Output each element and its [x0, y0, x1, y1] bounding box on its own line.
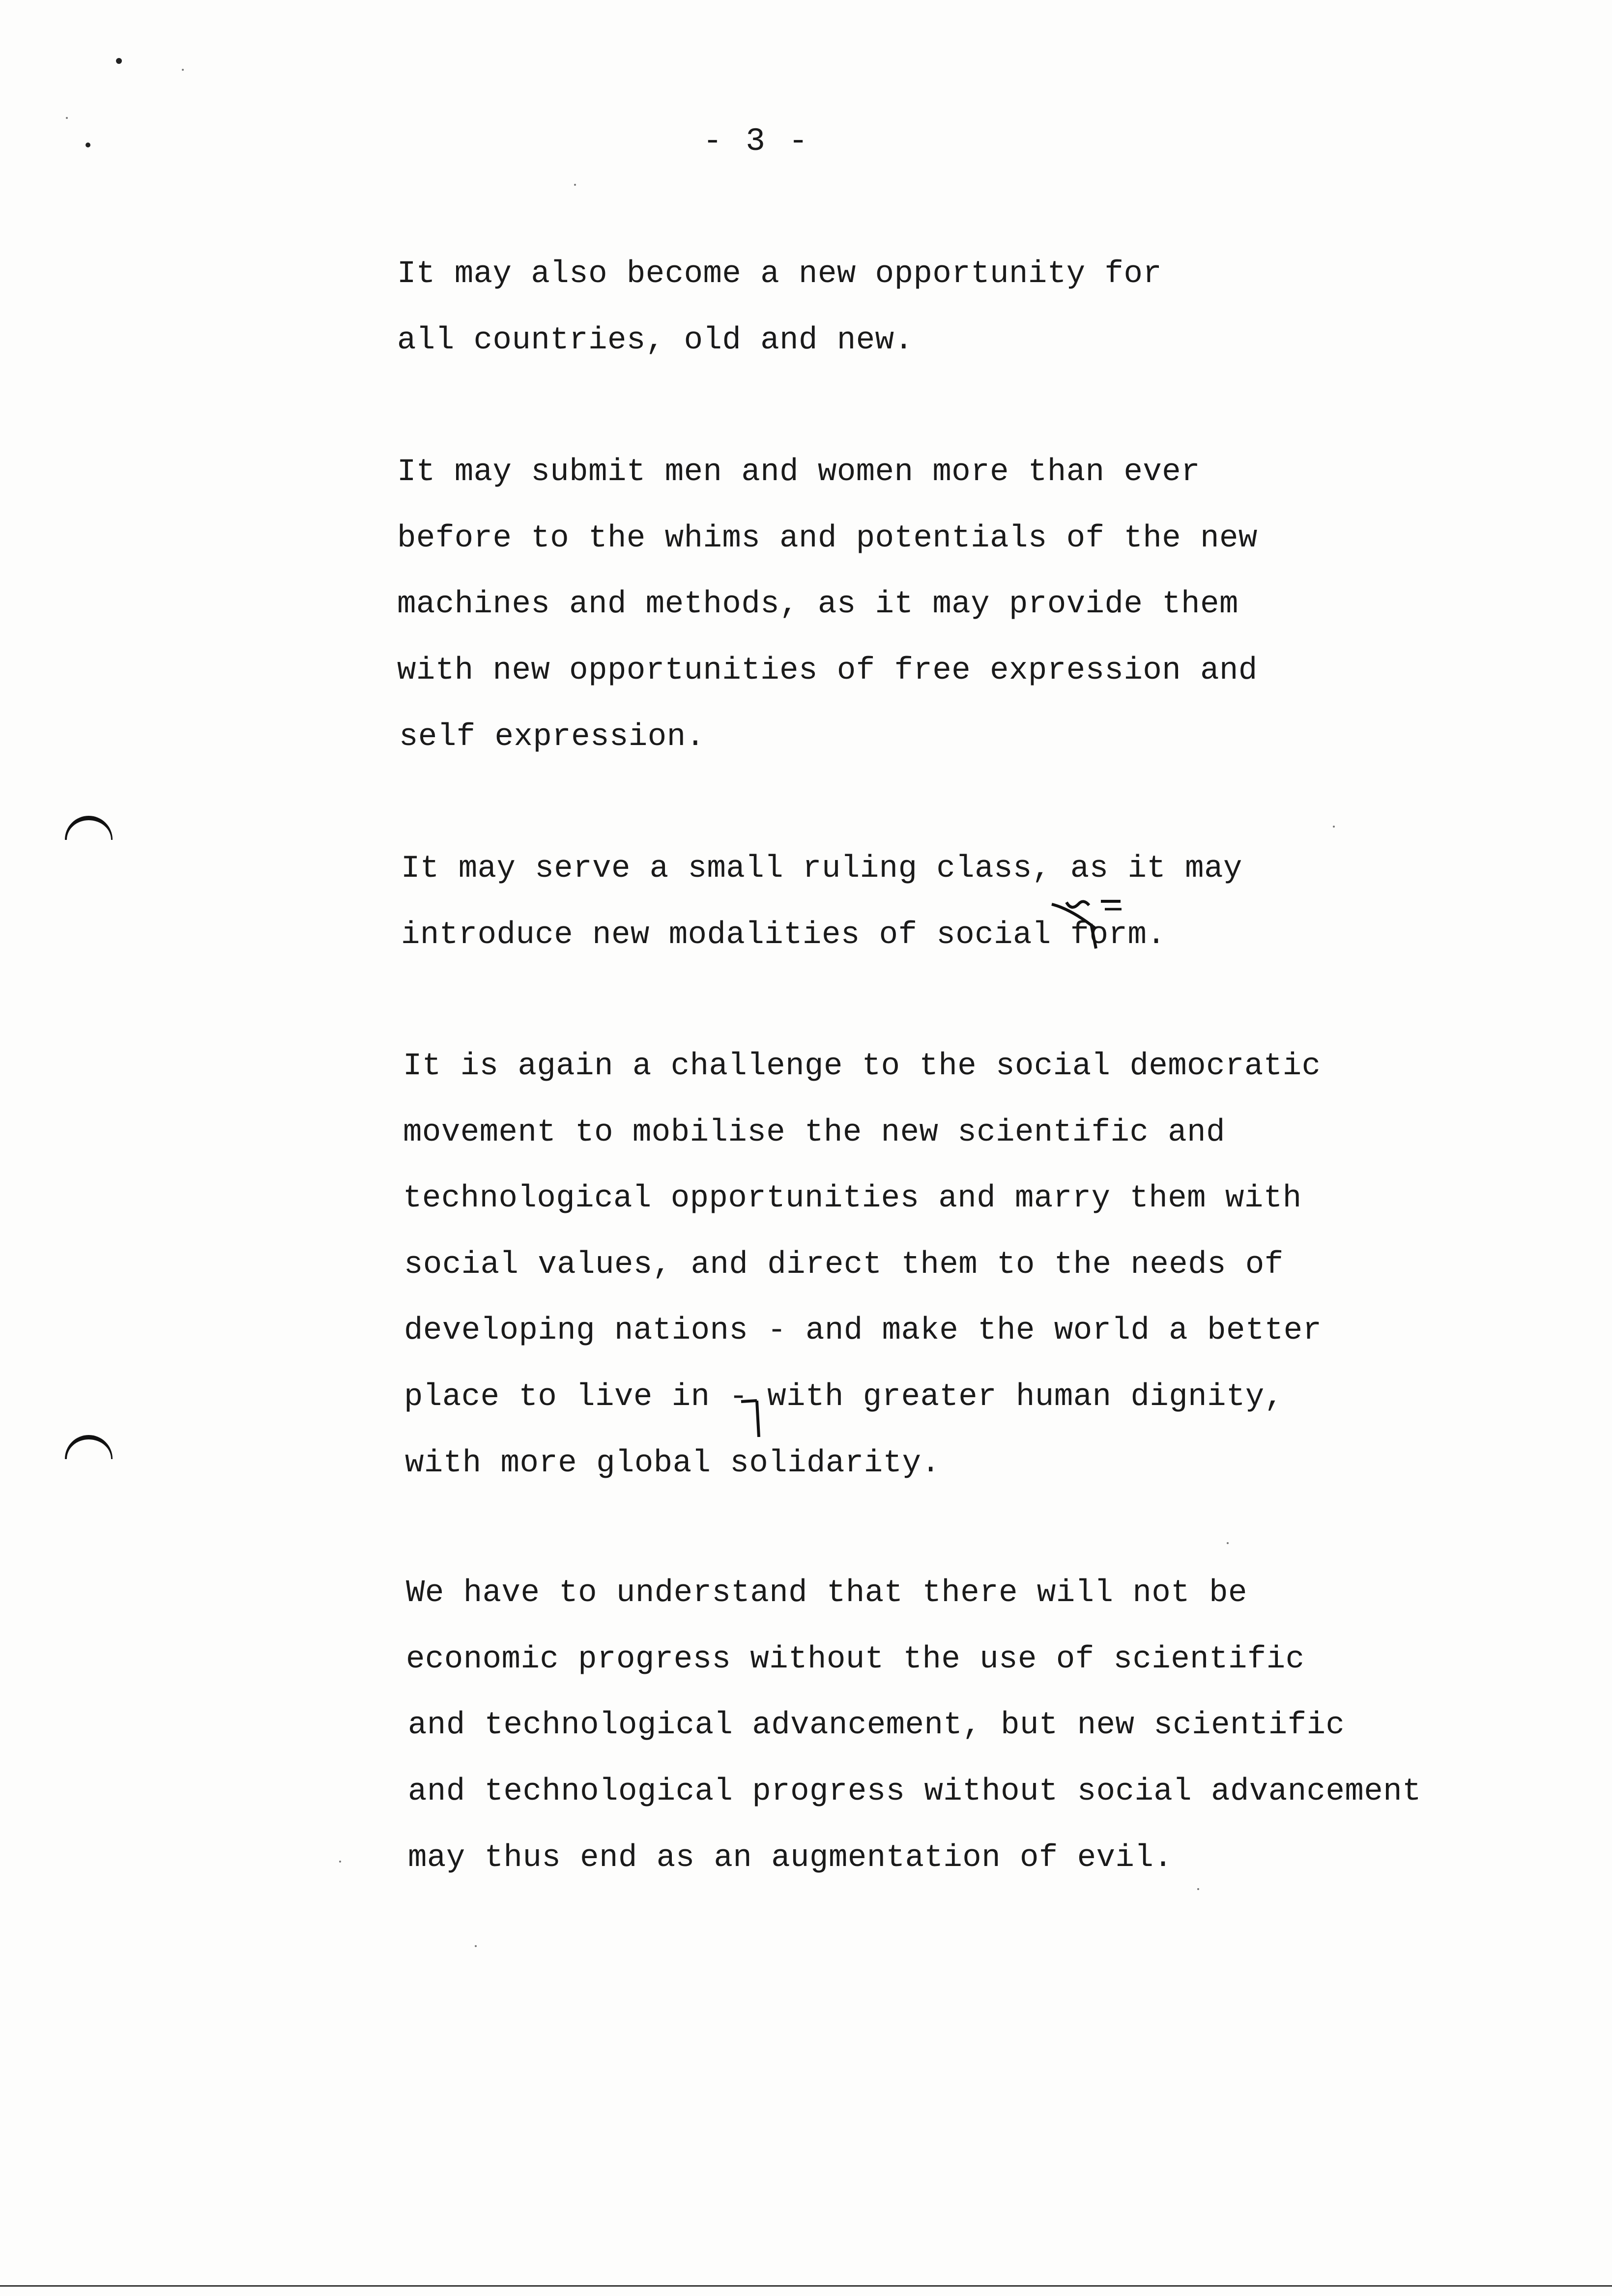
text-line: all countries, old and new. [397, 323, 914, 358]
text-line: before to the whims and potentials of the new [397, 521, 1258, 556]
scan-speck [66, 117, 68, 119]
punch-hole-arc-lower [65, 1435, 113, 1459]
text-line: self expression. [399, 719, 705, 755]
scan-bottom-edge [0, 2285, 1612, 2287]
text-line: with more global solidarity. [405, 1446, 941, 1481]
scan-speck [1197, 1888, 1199, 1890]
margin-dot-second [86, 143, 90, 147]
text-line: We have to understand that there will not be [406, 1576, 1247, 1611]
text-line: It may serve a small ruling class, as it may [401, 851, 1242, 887]
text-line: machines and methods, as it may provide them [397, 587, 1238, 622]
scan-speck [1227, 1542, 1229, 1544]
text-line: introduce new modalities of social form. [401, 918, 1166, 953]
text-line: place to live in - with greater human dignity, [404, 1379, 1284, 1415]
text-line: with new opportunities of free expression and [397, 653, 1258, 689]
text-line: It is again a challenge to the social democratic [403, 1049, 1321, 1084]
text-line: economic progress without the use of scientific [406, 1642, 1305, 1677]
text-line: social values, and direct them to the needs of [404, 1247, 1284, 1283]
scan-speck [574, 184, 576, 186]
text-line: technological opportunities and marry them with [403, 1181, 1302, 1216]
punch-hole-arc-upper [65, 816, 113, 840]
text-line: and technological advancement, but new scientific [408, 1708, 1345, 1743]
text-line: It may submit men and women more than ever [397, 455, 1201, 490]
scan-speck [1333, 826, 1335, 828]
text-line: and technological progress without social advancement [408, 1774, 1422, 1809]
text-line: It may also become a new opportunity for [397, 257, 1162, 292]
scan-speck [475, 1945, 477, 1947]
page-number: - 3 - [703, 123, 810, 160]
scan-speck [339, 1861, 341, 1863]
scan-speck [182, 69, 184, 71]
text-line: movement to mobilise the new scientific and [403, 1115, 1225, 1150]
text-line: may thus end as an augmentation of evil. [408, 1840, 1173, 1876]
text-line: developing nations - and make the world a better [404, 1313, 1322, 1349]
margin-dot-top [116, 58, 122, 64]
